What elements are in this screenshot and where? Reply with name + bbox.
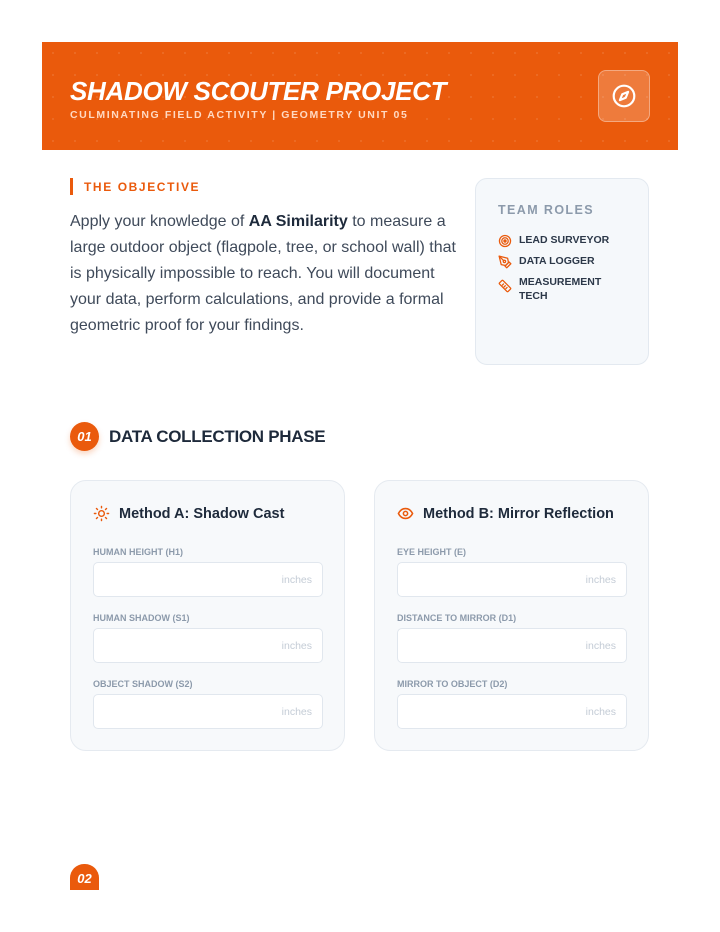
ruler-icon: [498, 279, 512, 293]
role-item-measurement-tech: [498, 275, 629, 303]
objective-accent-bar: [70, 178, 73, 195]
method-b-header: [397, 505, 614, 522]
sun-icon: [93, 505, 110, 522]
eye-height-input[interactable]: [397, 562, 627, 597]
header-banner: [42, 42, 678, 150]
role-item-lead-surveyor: [498, 233, 629, 248]
objective-text-start: Apply your knowledge of: [70, 213, 249, 230]
page-subtitle: CULMINATING FIELD ACTIVITY | GEOMETRY UNIT 05: [70, 109, 409, 121]
human-height-label: HUMAN HEIGHT (H1): [93, 547, 183, 557]
role-label: DATA LOGGER: [519, 255, 595, 267]
role-label: MEASUREMENT TECH: [519, 276, 602, 302]
pen-icon: [498, 255, 512, 269]
method-a-title: Method A: Shadow Cast: [119, 505, 285, 522]
mirror-to-object-input[interactable]: [397, 694, 627, 729]
eye-icon: [397, 505, 414, 522]
distance-to-mirror-label: DISTANCE TO MIRROR (D1): [397, 613, 517, 623]
human-shadow-input[interactable]: [93, 628, 323, 663]
page-number: 02: [70, 864, 99, 890]
section-number-badge: 01: [70, 422, 99, 451]
team-roles-title: TEAM ROLES: [498, 203, 594, 217]
method-b-card: [374, 480, 649, 751]
team-roles-card: [475, 178, 649, 365]
header-badge: [598, 70, 650, 122]
objective-label: THE OBJECTIVE: [84, 180, 201, 194]
objective-text: [70, 209, 460, 339]
objective-text-end: to measure a large outdoor object (flagpole, tree, or school wall) that is physically impossible to reach. You will document your data, perform calculations, and provide a formal geometric proof for your findings.: [70, 213, 456, 334]
compass-icon: [611, 83, 637, 109]
method-a-header: [93, 505, 284, 522]
role-item-data-logger: [498, 254, 629, 269]
method-a-card: [70, 480, 345, 751]
page-title: SHADOW SCOUTER PROJECT: [70, 76, 447, 106]
objective-text-bold: AA Similarity: [248, 213, 348, 230]
human-shadow-label: HUMAN SHADOW (S1): [93, 613, 190, 623]
mirror-to-object-label: MIRROR TO OBJECT (D2): [397, 679, 508, 689]
section-title: DATA COLLECTION PHASE: [109, 427, 326, 446]
role-label: LEAD SURVEYOR: [519, 234, 610, 246]
method-b-title: Method B: Mirror Reflection: [423, 505, 614, 522]
target-icon: [498, 234, 512, 248]
object-shadow-label: OBJECT SHADOW (S2): [93, 679, 193, 689]
distance-to-mirror-input[interactable]: [397, 628, 627, 663]
human-height-input[interactable]: [93, 562, 323, 597]
eye-height-label: EYE HEIGHT (E): [397, 547, 467, 557]
object-shadow-input[interactable]: [93, 694, 323, 729]
